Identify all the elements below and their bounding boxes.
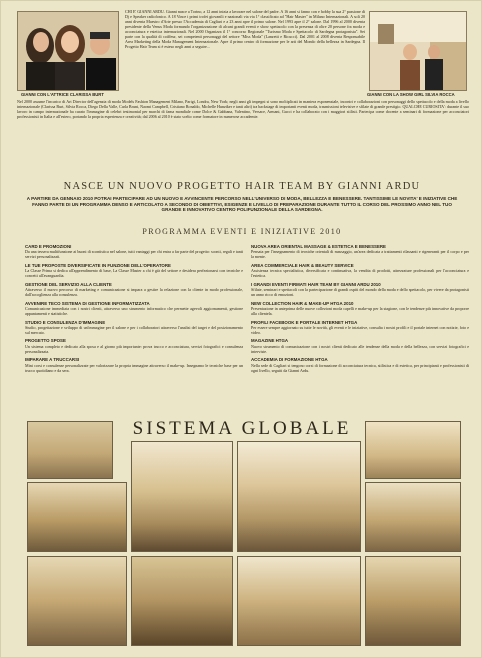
salon-photo [131,556,233,646]
subheadline: A PARTIRE DA GENNAIO 2010 POTRAI PARTECIPARE AD UN NUOVO E AVVINCENTE PERCORSO NELL'UNIVERSO DI MODA, BELLEZZA E BENESSERE. TANTISSIME LE NOVITA' E INIZIATIVE CHE FANNO PARTE DI UN PROGRAMMA DENSO E ARTICOLATO A SECONDO DI OBIETTIVI, ESIGENZE E LIVELLO DI PREPARAZIONE DURANTE TUTTO IL CORSO DEL PROSSIMO ANNO NEL TUO GRANDE E INNOVATIVO CENTRO POLIFUNZIONALE DELLA SARDEGNA. [26,196,458,213]
salon-photo [237,556,361,646]
headline: NASCE UN NUOVO PROGETTO HAIR TEAM BY GIANNI ARDU [63,181,421,192]
program-item-title: IMPARARE A TRUCCARSI [25,357,80,363]
program-item-desc: Studio, progettazione e sviluppo di un'immagine per il salone e per i collaboratori attraverso l'analisi del target e del posizionamento sul mercato. [25,324,243,335]
program-item [251,301,469,316]
salon-photo [27,421,113,479]
program-right-column [251,244,469,376]
program-item [251,338,469,353]
program-left-column [25,244,243,376]
caption-left: GIANNI CON L'ATTRICE CLARISSA BURT [21,92,104,97]
program-item [25,357,243,372]
people-illustration [18,12,118,90]
photo-gianni-with-silvia-rocca [369,11,467,91]
program-item-desc: Assistenza tecnica specialistica, diversificata e continuativa, la vendita di prodotti, attrezzature professionali per l'acconciatura e l'estetica. [251,268,469,279]
footer-title: SISTEMA GLOBALE [132,418,352,439]
photo-gianni-with-clarissa-burt [17,11,119,91]
program-item-title: PROFILI FACEBOOK E PORTALE INTERNET HTGA [251,319,358,325]
program-item-desc: Presentazione in anteprima delle nuove collezioni moda capelli e make-up per la stagione, con le tendenze più innovative da proporre alla clientela. [251,305,469,317]
program-item-desc: La Classe Prima si dedica all'apprendimento di base, La Classe Master a chi è già del settore e desidera perfezionarsi con tecniche e concetti all'avanguardia. [25,268,243,279]
program-item-title: NEW COLLECTION HAIR & MAKE-UP HTGA 2010 [251,300,354,306]
program-item-title: AVVENIRE TECO SISTEMA DI GESTIONE INFORMATIZZATA [25,300,150,306]
salon-photo [27,556,127,646]
program-item [25,320,243,335]
program-item-desc: Mini corsi e consulenze personalizzate per valorizzare la propria immagine attraverso il make-up. Insegnamo le tecniche base per un trucco quotidiano e da sera. [25,362,243,373]
program-item [251,320,469,335]
salon-photo [365,556,461,646]
salon-photo [365,482,461,552]
program-item-title: GESTIONE DEL SERVIZIO ALLA CLIENTE [25,281,112,287]
salon-photo [27,482,127,552]
salon-illustration [370,12,466,90]
program-item-title: NUOVA AREA ORIENTAL MASSAGE & ESTETICA E BENESSERE [251,244,386,249]
program-item [251,244,469,259]
program-item-title: PROGETTO SPOSE [25,338,66,344]
program-item-desc: Nella sede di Cagliari si tengono corsi di formazione di acconciatura tecnica, stilistica e di estetica, per principianti e professionisti di ogni livello, seguiti da Gianni Ardu. [251,362,469,373]
program-item [251,263,469,278]
program-item-title: STUDIO E CONSULENZA D'IMMAGINE [25,319,106,325]
program-item-desc: Sfilate, seminari e spettacoli con la partecipazione di grandi ospiti del mondo della moda e dello spettacolo, per vivere da protagonisti un anno ricco di emozioni. [251,287,469,298]
program-item [25,263,243,278]
intro-paragraph: CHI E' GIANNI ARDU. Gianni nasce a Torino, a 12 anni inizia a lavorare nel salone del padre. A 16 anni si fanno con e hobby la sua 2° passione di Dj e Speaker radiofonico. A 18 Vince i primi trofei giovanili e nazionali via via 1° classificato ad "Hair Master" in Milano Internazionali. A soli 20 anni diventa Maestro d'Arte presso l'Accademia di Cagliari e a 23 anni apre il primo salone. Nel 1993 apre il 2° salone. Dal 1996 al 2000 diventa presidente della Venus Moda formando l'organizzazione di alcuni grandi eventi e show spettacolo con la presenza di oltre 20 persone fra moda e acconciatura e estetica internazionali. Nel 2000 Organizza il 1° concorso Regionale "Turismo Moda e Spettacolo di Sardegna protagonista". Sei parte con la qualità di coiffeur, sei competenti personaggi del settore "Miss Moda" (Lanzetti e Ricucci). Dal 2001 al 2008 diventa Responsabile Area Marketing della Moda Management Internazionale. Apre il primo centro di formazione per le arti del Mondo della bellezza in Sardegna. Il Progetto Hair Team si è esteso negli anni a seguire... [125,9,365,50]
program-item-desc: Un sistema completo e dedicato alla sposa e al giorno più importante: prova trucco e acconciatura, servizi fotografici e consulenza personalizzata. [25,343,243,354]
program-item-title: ACCADEMIA DI FORMAZIONE HTGA [251,357,328,363]
program-item [25,301,243,316]
program-item-title: CARD E PROMOZIONI [25,244,72,249]
program-item-title: I GRANDI EVENTI FIRMATI HAIR TEAM BY GIANNI ARDU 2010 [251,281,381,287]
program-item-desc: Attraverso il nuovo percorso di marketing e comunicazione si impara a gestire la relazione con la cliente in modo professionale, dall'accoglienza alla consulenza. [25,287,243,298]
salon-photo [131,441,233,552]
program-item [25,282,243,297]
program-item-title: LE TUE PROPOSTE DIVERSIFICATE IN FUNZIONE DELL'OPERATORE [25,262,171,268]
program-item [251,357,469,372]
program-item-title: AREA COMMERCIALE HAIR & BEAUTY SERVICE [251,262,354,268]
salon-photo [365,421,461,479]
program-item-desc: Comunicazione immediata con i nostri clienti, attraverso uno strumento informatico che permette agevoli aggiornamenti, gestione appuntamenti e statistiche. [25,305,243,317]
program-item-title: MAGAZINE HTGA [251,338,289,344]
salon-photo [237,441,361,552]
program-item-desc: Nuovo strumento di comunicazione con i nostri clienti dedicato alle tendenze della moda e della bellezza, con servizi fotografici e interviste. [251,343,469,354]
program-item-desc: Da una tessera multifunzione ai buoni di scontistica nel salone, tutti vantaggi per chi entra a far parte del progetto: sconti, regali e tanti servizi personalizzati. [25,249,243,260]
program-item [25,338,243,353]
program-item-desc: Pensata per l'insegnamento di tecniche orientali di massaggio, un'area dedicata a trattamenti rilassanti e rigeneranti per il corpo e per la mente. [251,249,469,260]
section-title: PROGRAMMA EVENTI E INIZIATIVE 2010 [142,227,342,236]
program-item-desc: Per essere sempre aggiornato su tutte le novità, gli eventi e le iniziative, consulta i nostri profili e il portale internet con notizie, foto e video. [251,324,469,335]
bio-paragraph: Nel 2000 assume l'incarico di Art Director dell'agenzia di moda Models Fashion Management Milano, Parigi, Londra, New York; negli anni gli impegni si sono moltiplicati in maniera esponenziale, incontri e collaborazioni con personaggi dello spettacolo e della moda a livello internazionale (Clarissa Burt, Silvia Rocca, Diego Della Valle, Carla Bruni, Naomi Campbell, Cristiano Ronaldo, Michelle Hunziker e tanti altri) tra backstage di importanti eventi moda, trasmissioni televisive e sfilate di grande prestigio. QUALCHE CURIOSITA': durante il suo lavoro in campo internazionale ha curato l'immagine di celebri testimonial per marchi di fama mondiale come Dolce & Gabbana, Valentino, Versace, Armani, Gucci e ha collaborato con i maggiori stilisti. Partecipa come docente a seminari di formazione per acconciatori professionisti in Italia e all'estero, portando la propria esperienza e creatività; dal 2006 al 2010 è stato scelto come formatore in numerose accademie. [17,99,469,120]
program-item [25,244,243,259]
program-item [251,282,469,297]
caption-right: GIANNI CON LA SHOW GIRL SILVIA ROCCA [367,92,455,97]
